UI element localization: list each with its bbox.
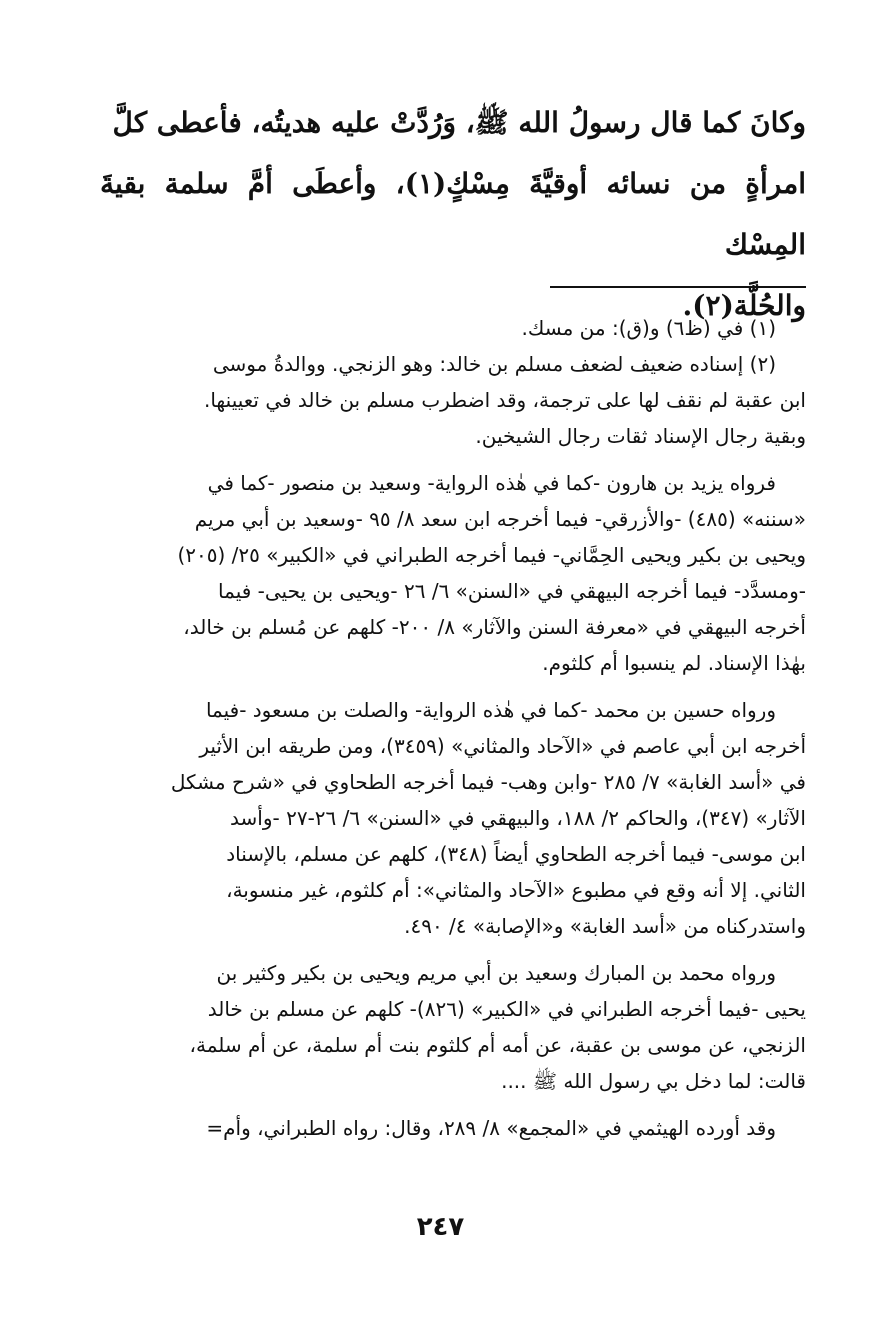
footnote-line: (١) في (ظ٦) و(ق): من مسك. bbox=[521, 316, 776, 340]
footnote-divider bbox=[550, 286, 806, 288]
footnote-2 bbox=[100, 346, 806, 454]
footnote-paragraph bbox=[100, 955, 806, 1099]
main-text-line: والحُلَّة(٢). bbox=[682, 289, 806, 322]
footnote-line: (٢) إسناده ضعيف لضعف مسلم بن خالد: وهو الزنجي. ووالدةُ موسى bbox=[212, 352, 776, 376]
footnote-line: وقد أورده الهيثمي في «المجمع» ٨/ ٢٨٩، وقال: رواه الطبراني، وأم= bbox=[206, 1116, 776, 1140]
footnote-line: «سننه» (٤٨٥) -والأزرقي- فيما أخرجه ابن سعد ٨/ ٩٥ -وسعيد بن أبي مريم bbox=[194, 507, 806, 531]
footnote-line: ويحيى بن بكير ويحيى الحِمَّاني- فيما أخرجه الطبراني في «الكبير» ٢٥/ (٢٠٥) bbox=[177, 543, 806, 567]
footnote-line: الآثار» (٣٤٧)، والحاكم ٢/ ١٨٨، والبيهقي في «السنن» ٦/ ٢٦-٢٧ -وأسد bbox=[230, 806, 806, 830]
footnote-line: ورواه محمد بن المبارك وسعيد بن أبي مريم ويحيى بن بكير وكثير بن bbox=[216, 961, 776, 985]
footnote-paragraph bbox=[100, 465, 806, 681]
main-text-line: وكانَ كما قال رسولُ الله ﷺ، وَرُدَّتْ عليه هديتُه، فأعطى كلَّ bbox=[112, 106, 806, 139]
footnote-line: الزنجي، عن موسى بن عقبة، عن أمه أم كلثوم بنت أم سلمة، عن أم سلمة، bbox=[189, 1033, 806, 1057]
footnote-paragraph bbox=[100, 692, 806, 944]
footnote-line: قالت: لما دخل بي رسول الله ﷺ .... bbox=[501, 1069, 806, 1093]
main-text bbox=[100, 92, 806, 336]
footnote-line: ابن عقبة لم نقف لها على ترجمة، وقد اضطرب مسلم بن خالد في تعيينها. bbox=[203, 388, 806, 412]
footnote-line: الثاني. إلا أنه وقع في مطبوع «الآحاد والمثاني»: أم كلثوم، غير منسوبة، bbox=[226, 878, 806, 902]
footnote-line: -ومسدَّد- فيما أخرجه البيهقي في «السنن» ٦/ ٢٦ -ويحيى بن يحيى- فيما bbox=[218, 579, 806, 603]
page-number: ٢٤٧ bbox=[416, 1212, 465, 1242]
footnote-line: في «أسد الغابة» ٧/ ٢٨٥ -وابن وهب- فيما أخرجه الطحاوي في «شرح مشكل bbox=[170, 770, 806, 794]
footnote-line: أخرجه ابن أبي عاصم في «الآحاد والمثاني» (٣٤٥٩)، ومن طريقه ابن الأثير bbox=[199, 734, 806, 758]
footnote-line: بهٰذا الإسناد. لم ينسبوا أم كلثوم. bbox=[542, 651, 806, 675]
footnotes bbox=[100, 310, 806, 1146]
footnote-line: أخرجه البيهقي في «معرفة السنن والآثار» ٨/ ٢٠٠- كلهم عن مُسلم بن خالد، bbox=[183, 615, 806, 639]
footnote-line: يحيى -فيما أخرجه الطبراني في «الكبير» (٨٢٦)- كلهم عن مسلم بن خالد bbox=[207, 997, 806, 1021]
footnote-line: ورواه حسين بن محمد -كما في هٰذه الرواية- والصلت بن مسعود -فيما bbox=[205, 698, 776, 722]
footnote-line: واستدركناه من «أسد الغابة» و«الإصابة» ٤/ ٤٩٠. bbox=[404, 914, 806, 938]
footnote-line: وبقية رجال الإسناد ثقات رجال الشيخين. bbox=[475, 424, 806, 448]
footnote-paragraph bbox=[100, 1110, 806, 1146]
footnote-line: ابن موسى- فيما أخرجه الطحاوي أيضاً (٣٤٨)، كلهم عن مسلم، بالإسناد bbox=[226, 842, 806, 866]
footnote-line: فرواه يزيد بن هارون -كما في هٰذه الرواية- وسعيد بن منصور -كما في bbox=[207, 471, 776, 495]
main-text-line: امرأةٍ من نسائه أوقيَّةَ مِسْكٍ(١)، وأعطَى أمَّ سلمة بقيةَ المِسْك bbox=[100, 167, 806, 261]
footnote-1 bbox=[100, 310, 806, 346]
